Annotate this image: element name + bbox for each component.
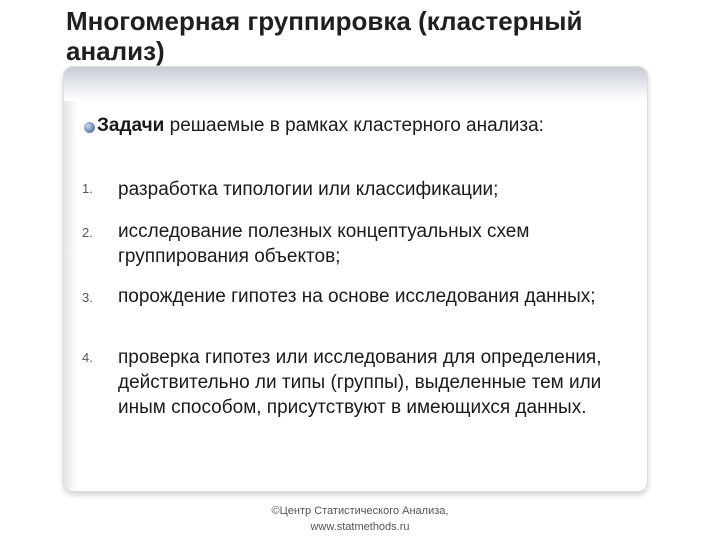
bullet-icon: [84, 122, 95, 133]
list-item-text: порождение гипотез на основе исследования данных;: [118, 286, 596, 307]
slide-title: Многомерная группировка (кластерный анализ): [66, 6, 583, 66]
list-item-text: проверка гипотез или исследования для определения, действительно ли типы (группы), выделенные тем или иным способом, присутствуют в имеющихся данных.: [118, 347, 602, 418]
footer-credit: [240, 503, 480, 535]
list-item-number: 4.: [82, 350, 93, 365]
list-item-number: 3.: [82, 290, 93, 305]
intro-bold: Задачи: [97, 115, 165, 136]
panel-shade: [64, 101, 78, 491]
list-item-number: 2.: [82, 225, 93, 240]
list-item-text: исследование полезных концептуальных схем группирования объектов;: [118, 221, 530, 267]
footer-url: www.statmethods.ru: [310, 521, 410, 533]
list-item-number: 1.: [82, 181, 93, 196]
list-item-text: разработка типологии или классификации;: [118, 179, 499, 200]
intro-rest: решаемые в рамках кластерного анализа:: [164, 115, 544, 136]
footer-copyright: ©Центр Статистического Анализа,: [271, 505, 449, 517]
intro-text: [97, 113, 637, 139]
panel-header-bar: [64, 67, 647, 101]
